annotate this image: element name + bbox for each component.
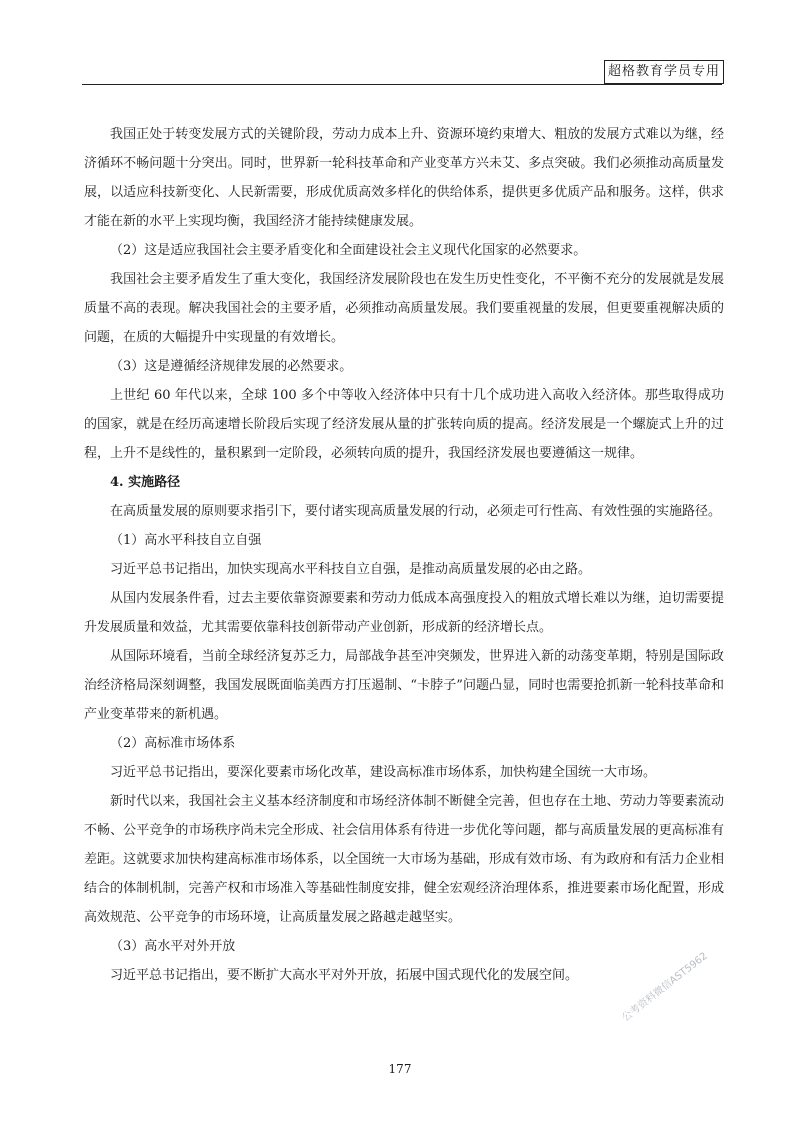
subheading: （3）高水平对外开放 (110, 939, 236, 954)
paragraph: 从国际环境看，当前全球经济复苏乏力，局部战争甚至冲突频发，世界进入新的动荡变革期，特别是国际政治经济格局深刻调整，我国发展既面临美西方打压遏制、“卡脖子”问题凸显，同时也需要抢抓新一轮科技革命和产业变革带来的新机遇。 (84, 649, 724, 722)
watermark: 公考资料微信AST5962 (620, 950, 710, 1024)
body-text (84, 120, 724, 990)
paragraph: 习近平总书记指出，要不断扩大高水平对外开放，拓展中国式现代化的发展空间。 (110, 968, 579, 983)
section-heading: 4. 实施路径 (110, 475, 181, 490)
page-number: 177 (388, 1062, 412, 1076)
paragraph: 习近平总书记指出，加快实现高水平科技自立自强，是推动高质量发展的必由之路。 (110, 562, 592, 577)
paragraph: 新时代以来，我国社会主义基本经济制度和市场经济体制不断健全完善，但也存在土地、劳动力等要素流动不畅、公平竞争的市场秩序尚未完全形成、社会信用体系有待进一步优化等问题，都与高质量发展的更高标准有差距。这就要求加快构建高标准市场体系，以全国统一大市场为基础，形成有效市场、有为政府和有活力企业相结合的体制机制，完善产权和市场准入等基础性制度安排，健全宏观经济治理体系，推进要素市场化配置，形成高效规范、公平竞争的市场环境，让高质量发展之路越走越坚实。 (84, 794, 724, 925)
subheading: （2）这是适应我国社会主要矛盾变化和全面建设社会主义现代化国家的必然要求。 (110, 243, 587, 258)
paragraph: 习近平总书记指出，要深化要素市场化改革，建设高标准市场体系，加快构建全国统一大市场。 (110, 765, 657, 780)
paragraph: 上世纪 60 年代以来，全球 100 多个中等收入经济体中只有十几个成功进入高收入经济体。那些取得成功的国家，就是在经历高速增长阶段后实现了经济发展从量的扩张转向质的提高。经济发展是一个螺旋式上升的过程，上升不是线性的，量积累到一定阶段，必须转向质的提升，我国经济发展也要遵循这一规律。 (84, 388, 724, 461)
paragraph: 在高质量发展的原则要求指引下，要付诸实现高质量发展的行动，必须走可行性高、有效性强的实施路径。 (110, 504, 722, 519)
subheading: （2）高标准市场体系 (110, 736, 236, 751)
subheading: （3）这是遵循经济规律发展的必然要求。 (110, 359, 353, 374)
header-rule (82, 84, 722, 85)
header-badge: 超格教育学员专用 (604, 60, 724, 84)
paragraph: 从国内发展条件看，过去主要依靠资源要素和劳动力低成本高强度投入的粗放式增长难以为继，迫切需要提升发展质量和效益，尤其需要依靠科技创新带动产业创新，形成新的经济增长点。 (84, 591, 724, 635)
paragraph: 我国社会主要矛盾发生了重大变化，我国经济发展阶段也在发生历史性变化，不平衡不充分的发展就是发展质量不高的表现。解决我国社会的主要矛盾，必须推动高质量发展。我们要重视量的发展，但更要重视解决质的问题，在质的大幅提升中实现量的有效增长。 (84, 272, 724, 345)
paragraph: 我国正处于转变发展方式的关键阶段，劳动力成本上升、资源环境约束增大、粗放的发展方式难以为继，经济循环不畅问题十分突出。同时，世界新一轮科技革命和产业变革方兴未艾、多点突破。我们必须推动高质量发展，以适应科技新变化、人民新需要，形成优质高效多样化的供给体系，提供更多优质产品和服务。这样，供求才能在新的水平上实现均衡，我国经济才能持续健康发展。 (84, 127, 724, 229)
subheading: （1）高水平科技自立自强 (110, 533, 262, 548)
